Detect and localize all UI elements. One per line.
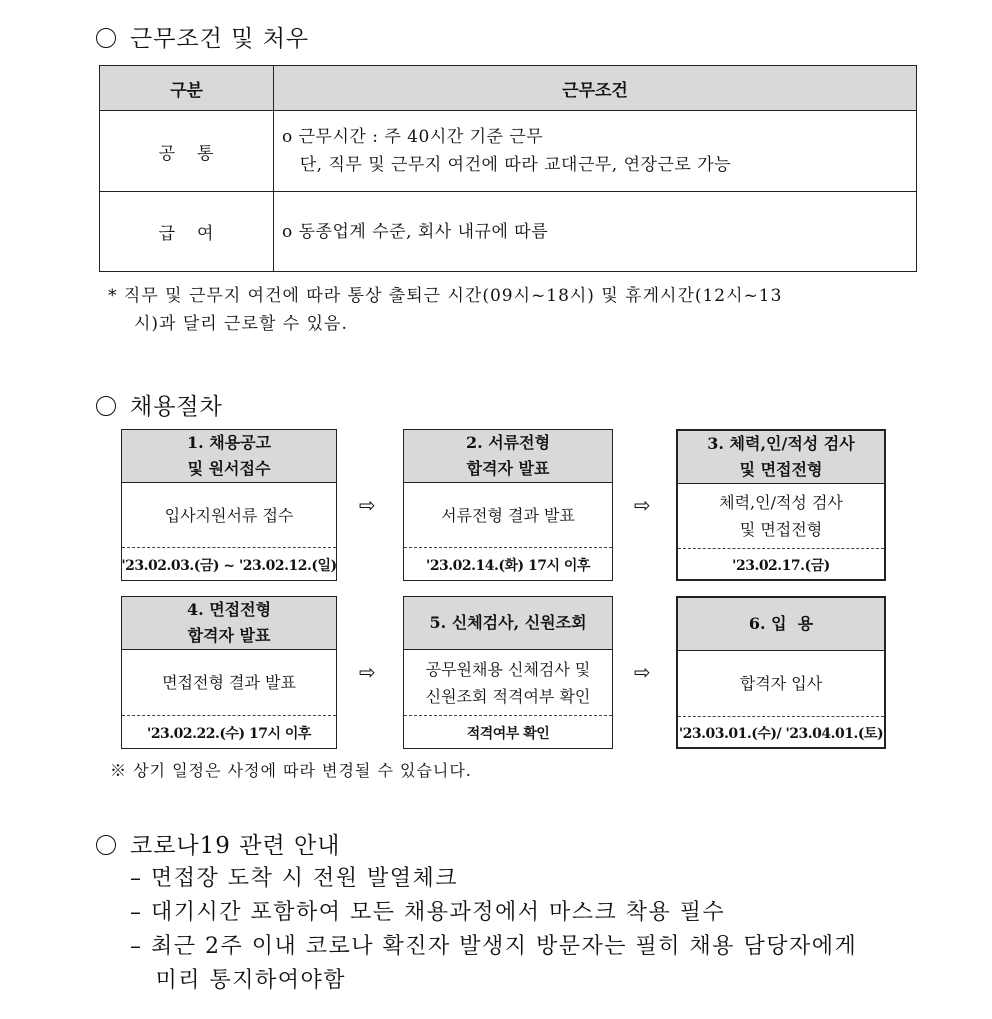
step-body: 공무원채용 신체검사 및 신원조회 적격여부 확인 <box>425 659 591 706</box>
step-box-4 <box>121 596 337 749</box>
list-item: 미리 통지하여야함 <box>130 968 346 993</box>
step-body: 체력,인/적성 검사 및 면접전형 <box>719 493 843 539</box>
step-date: '23.02.22.(수) 17시 이후 <box>122 715 336 749</box>
section-title-covid: 코로나19 관련 안내 <box>96 827 340 860</box>
step-header: 6. 입 용 <box>678 598 884 651</box>
work-conditions-note <box>108 282 918 338</box>
step-box-3 <box>676 429 886 581</box>
step-box-1 <box>121 429 337 581</box>
right-arrow-icon: ⇨ <box>359 493 376 517</box>
step-box-5 <box>403 596 613 749</box>
circle-bullet-icon <box>96 396 116 416</box>
work-conditions-table <box>99 65 917 272</box>
step-header: 2. 서류전형 합격자 발표 <box>404 430 612 483</box>
table-header-row <box>100 66 917 111</box>
step-date: '23.02.03.(금) ~ '23.02.12.(일) <box>122 547 336 581</box>
content-line: 단, 직무 및 근무지 여건에 따라 교대근무, 연장근로 가능 <box>282 155 732 175</box>
section-title-work-conditions: 근무조건 및 처우 <box>96 20 309 53</box>
section-title-recruitment: 채용절차 <box>96 388 223 421</box>
table-row <box>100 111 917 192</box>
step-header: 3. 체력,인/적성 검사 및 면접전형 <box>678 431 884 484</box>
step-date: 적격여부 확인 <box>404 715 612 749</box>
circle-bullet-icon <box>96 28 116 48</box>
step-header: 4. 면접전형 합격자 발표 <box>122 597 336 650</box>
step-body: 입사지원서류 접수 <box>164 505 294 525</box>
step-body: 면접전형 결과 발표 <box>162 673 296 692</box>
step-box-2 <box>403 429 613 581</box>
right-arrow-icon: ⇨ <box>634 660 651 684</box>
schedule-note: ※ 상기 일정은 사정에 따라 변경될 수 있습니다. <box>110 761 472 780</box>
covid-guidance-list <box>130 862 857 998</box>
step-date: '23.02.14.(화) 17시 이후 <box>404 547 612 581</box>
table-row <box>100 192 917 272</box>
circle-bullet-icon <box>96 835 116 855</box>
list-item: – 대기시간 포함하여 모든 채용과정에서 마스크 착용 필수 <box>130 900 726 925</box>
note-line: 시)과 달리 근로할 수 있음. <box>134 314 348 334</box>
step-body: 합격자 입사 <box>739 674 823 693</box>
right-arrow-icon: ⇨ <box>634 493 651 517</box>
note-line: * 직무 및 근무지 여건에 따라 통상 출퇴근 시간(09시~18시) 및 휴게시간(12시~13 <box>108 286 783 306</box>
step-date: '23.03.01.(수)/ '23.04.01.(토) <box>678 716 884 749</box>
step-box-6 <box>676 596 886 749</box>
right-arrow-icon: ⇨ <box>359 660 376 684</box>
step-body: 서류전형 결과 발표 <box>441 505 575 525</box>
header-conditions: 근무조건 <box>274 66 917 111</box>
row-label-common: 공통 <box>100 111 274 192</box>
step-header: 1. 채용공고 및 원서접수 <box>122 430 336 483</box>
content-line: o 근무시간 : 주 40시간 기준 근무 <box>282 127 544 147</box>
step-date: '23.02.17.(금) <box>678 548 884 581</box>
row-content-salary <box>274 192 917 272</box>
header-category: 구분 <box>100 66 274 111</box>
row-content-common <box>274 111 917 192</box>
content-line: o 동종업계 수준, 회사 내규에 따름 <box>282 221 549 242</box>
list-item: – 면접장 도착 시 전원 발열체크 <box>130 866 458 891</box>
step-header: 5. 신체검사, 신원조회 <box>404 597 612 650</box>
list-item: – 최근 2주 이내 코로나 확진자 발생지 방문자는 필히 채용 담당자에게 <box>130 934 858 959</box>
row-label-salary: 급여 <box>100 192 274 272</box>
